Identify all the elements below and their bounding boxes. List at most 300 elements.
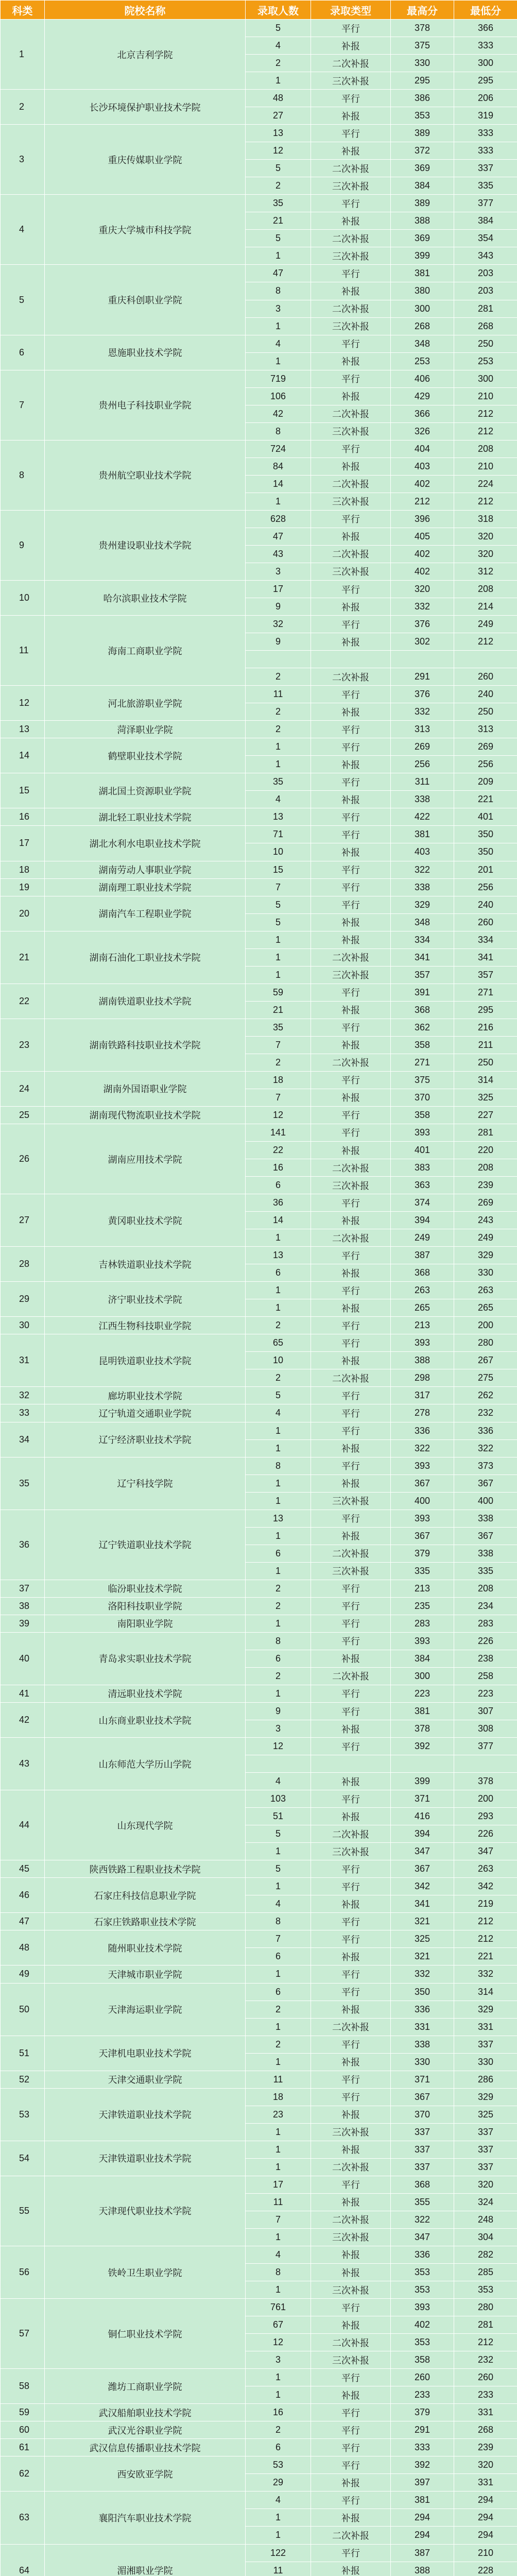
- enrollment-cell: 7: [246, 878, 311, 896]
- max-score-cell: 383: [391, 1159, 454, 1177]
- min-score-cell: 275: [454, 1369, 517, 1387]
- max-score-cell: 271: [391, 1054, 454, 1071]
- table-row: [1, 1106, 517, 1124]
- max-score-cell: 331: [391, 2018, 454, 2036]
- min-score-cell: 335: [454, 1562, 517, 1580]
- enrollment-cell: 1: [246, 352, 311, 370]
- table-row: [1, 686, 517, 703]
- max-score-cell: 369: [391, 160, 454, 177]
- min-score-cell: 208: [454, 1159, 517, 1177]
- max-score-cell: 338: [391, 791, 454, 808]
- table-row: [1, 1247, 517, 1264]
- max-score-cell: 335: [391, 1562, 454, 1580]
- admission-type-cell: 平行: [311, 1632, 391, 1650]
- table-row: [1, 2088, 517, 2106]
- max-score-cell: [391, 651, 454, 668]
- max-score-cell: 321: [391, 1948, 454, 1965]
- table-row: [1, 1510, 517, 1527]
- admission-type-cell: 平行: [311, 2071, 391, 2088]
- min-score-cell: 212: [454, 1913, 517, 1930]
- school-name-cell: 辽宁轨道交通职业学院: [45, 1404, 246, 1422]
- group-number-cell: 61: [1, 2439, 45, 2456]
- max-score-cell: 256: [391, 756, 454, 773]
- min-score-cell: [454, 651, 517, 668]
- enrollment-cell: 1: [246, 1439, 311, 1457]
- enrollment-cell: 12: [246, 1738, 311, 1755]
- min-score-cell: 286: [454, 2071, 517, 2088]
- enrollment-cell: 1: [246, 1492, 311, 1510]
- admission-type-cell: 平行: [311, 2088, 391, 2106]
- admission-type-cell: 平行: [311, 265, 391, 282]
- min-score-cell: 366: [454, 20, 517, 37]
- max-score-cell: 400: [391, 1492, 454, 1510]
- max-score-cell: 341: [391, 1895, 454, 1913]
- max-score-cell: 325: [391, 1930, 454, 1948]
- admission-type-cell: 平行: [311, 1194, 391, 1212]
- header-school: 院校名称: [45, 1, 246, 20]
- table-row: [1, 1738, 517, 1755]
- group-number-cell: 12: [1, 686, 45, 721]
- school-name-cell: 海南工商职业学院: [45, 616, 246, 686]
- school-name-cell: 贵州建设职业技术学院: [45, 510, 246, 580]
- admission-type-cell: 平行: [311, 826, 391, 843]
- max-score-cell: 333: [391, 2439, 454, 2456]
- admission-type-cell: 补报: [311, 791, 391, 808]
- table-row: [1, 1387, 517, 1404]
- max-score-cell: 402: [391, 563, 454, 580]
- enrollment-cell: 1: [246, 1843, 311, 1860]
- admission-type-cell: 平行: [311, 125, 391, 142]
- enrollment-cell: 51: [246, 1808, 311, 1825]
- enrollment-cell: 1: [246, 2509, 311, 2527]
- max-score-cell: 338: [391, 2036, 454, 2053]
- admission-type-cell: 三次补报: [311, 493, 391, 510]
- school-name-cell: 陕西铁路工程职业技术学院: [45, 1860, 246, 1878]
- admission-type-cell: 补报: [311, 352, 391, 370]
- admission-type-cell: [311, 1755, 391, 1773]
- admission-type-cell: 平行: [311, 1597, 391, 1615]
- enrollment-cell: 35: [246, 195, 311, 212]
- enrollment-cell: 1: [246, 1299, 311, 1317]
- school-name-cell: 湖北国土资源职业学院: [45, 773, 246, 808]
- table-row: [1, 195, 517, 212]
- group-number-cell: 29: [1, 1282, 45, 1317]
- max-score-cell: 389: [391, 125, 454, 142]
- max-score-cell: 326: [391, 422, 454, 440]
- admission-type-cell: 三次补报: [311, 1492, 391, 1510]
- enrollment-cell: 11: [246, 2193, 311, 2211]
- school-name-cell: 长沙环境保护职业技术学院: [45, 90, 246, 125]
- admission-type-cell: 二次补报: [311, 1159, 391, 1177]
- min-score-cell: 353: [454, 2281, 517, 2299]
- enrollment-cell: 15: [246, 861, 311, 878]
- max-score-cell: 378: [391, 20, 454, 37]
- enrollment-cell: 1: [246, 317, 311, 335]
- max-score-cell: 393: [391, 2299, 454, 2316]
- max-score-cell: 233: [391, 2386, 454, 2404]
- enrollment-cell: 13: [246, 1247, 311, 1264]
- school-name-cell: 临汾职业技术学院: [45, 1580, 246, 1597]
- min-score-cell: 267: [454, 1352, 517, 1369]
- school-name-cell: 鹤壁职业技术学院: [45, 738, 246, 773]
- group-number-cell: 31: [1, 1334, 45, 1387]
- group-number-cell: 25: [1, 1106, 45, 1124]
- school-name-cell: 济宁职业技术学院: [45, 1282, 246, 1317]
- enrollment-cell: 4: [246, 791, 311, 808]
- max-score-cell: 393: [391, 1510, 454, 1527]
- min-score-cell: 226: [454, 1632, 517, 1650]
- max-score-cell: 321: [391, 1913, 454, 1930]
- max-score-cell: 406: [391, 370, 454, 387]
- school-name-cell: 江西生物科技职业学院: [45, 1317, 246, 1334]
- table-row: [1, 808, 517, 826]
- enrollment-cell: 2: [246, 1580, 311, 1597]
- table-row: [1, 2492, 517, 2509]
- table-row: [1, 440, 517, 457]
- admission-type-cell: 补报: [311, 2053, 391, 2071]
- min-score-cell: 281: [454, 1124, 517, 1141]
- admission-type-cell: 二次补报: [311, 1545, 391, 1562]
- min-score-cell: 253: [454, 352, 517, 370]
- enrollment-cell: 6: [246, 1650, 311, 1667]
- admission-type-cell: 二次补报: [311, 2211, 391, 2228]
- enrollment-cell: 6: [246, 2439, 311, 2456]
- min-score-cell: 335: [454, 177, 517, 195]
- school-name-cell: 贵州航空职业技术学院: [45, 440, 246, 510]
- group-number-cell: 58: [1, 2369, 45, 2404]
- enrollment-cell: 4: [246, 335, 311, 352]
- group-number-cell: 1: [1, 20, 45, 90]
- group-number-cell: 57: [1, 2299, 45, 2369]
- min-score-cell: 210: [454, 387, 517, 405]
- enrollment-cell: 1: [246, 1562, 311, 1580]
- min-score-cell: 312: [454, 563, 517, 580]
- max-score-cell: 422: [391, 808, 454, 826]
- enrollment-cell: 141: [246, 1124, 311, 1141]
- table-row: [1, 2299, 517, 2316]
- max-score-cell: 368: [391, 2176, 454, 2193]
- group-number-cell: 22: [1, 984, 45, 1019]
- table-row: [1, 1317, 517, 1334]
- group-number-cell: 21: [1, 931, 45, 984]
- admission-type-cell: 平行: [311, 2369, 391, 2386]
- enrollment-cell: 1: [246, 1965, 311, 1983]
- min-score-cell: 330: [454, 2053, 517, 2071]
- group-number-cell: 44: [1, 1790, 45, 1860]
- admission-type-cell: 补报: [311, 1001, 391, 1019]
- min-score-cell: 212: [454, 422, 517, 440]
- school-name-cell: 吉林铁道职业技术学院: [45, 1247, 246, 1282]
- min-score-cell: 400: [454, 1492, 517, 1510]
- table-row: [1, 1580, 517, 1597]
- admission-type-cell: 补报: [311, 2193, 391, 2211]
- max-score-cell: [391, 1755, 454, 1773]
- max-score-cell: 342: [391, 1878, 454, 1895]
- max-score-cell: 376: [391, 616, 454, 633]
- max-score-cell: 384: [391, 1650, 454, 1667]
- table-row: [1, 1913, 517, 1930]
- max-score-cell: 302: [391, 633, 454, 651]
- min-score-cell: 263: [454, 1282, 517, 1299]
- admission-type-cell: 补报: [311, 1475, 391, 1492]
- max-score-cell: 387: [391, 2544, 454, 2562]
- admission-type-cell: 平行: [311, 2404, 391, 2421]
- admission-type-cell: 平行: [311, 1983, 391, 2001]
- admission-type-cell: 二次补报: [311, 1369, 391, 1387]
- max-score-cell: 372: [391, 142, 454, 160]
- group-number-cell: 33: [1, 1404, 45, 1422]
- enrollment-cell: 2: [246, 55, 311, 72]
- min-score-cell: 227: [454, 1106, 517, 1124]
- enrollment-cell: 36: [246, 1194, 311, 1212]
- min-score-cell: 338: [454, 1510, 517, 1527]
- enrollment-cell: 1: [246, 2527, 311, 2544]
- group-number-cell: 59: [1, 2404, 45, 2421]
- group-number-cell: 35: [1, 1457, 45, 1510]
- max-score-cell: 374: [391, 1194, 454, 1212]
- min-score-cell: 377: [454, 1738, 517, 1755]
- max-score-cell: 311: [391, 773, 454, 791]
- min-score-cell: 206: [454, 90, 517, 107]
- enrollment-cell: 8: [246, 1632, 311, 1650]
- max-score-cell: 213: [391, 1317, 454, 1334]
- school-name-cell: 湖南理工职业技术学院: [45, 878, 246, 896]
- min-score-cell: 337: [454, 2141, 517, 2158]
- max-score-cell: 396: [391, 510, 454, 528]
- max-score-cell: 329: [391, 896, 454, 913]
- min-score-cell: 209: [454, 773, 517, 791]
- max-score-cell: 371: [391, 2071, 454, 2088]
- admission-type-cell: 补报: [311, 1212, 391, 1229]
- max-score-cell: 295: [391, 72, 454, 90]
- min-score-cell: 281: [454, 300, 517, 317]
- group-number-cell: 28: [1, 1247, 45, 1282]
- admission-type-cell: 三次补报: [311, 247, 391, 265]
- enrollment-cell: 16: [246, 2404, 311, 2421]
- enrollment-cell: 4: [246, 2492, 311, 2509]
- min-score-cell: 208: [454, 581, 517, 598]
- school-name-cell: 湖北水利水电职业技术学院: [45, 826, 246, 861]
- max-score-cell: 393: [391, 1124, 454, 1141]
- max-score-cell: 337: [391, 2123, 454, 2141]
- school-name-cell: 武汉船舶职业技术学院: [45, 2404, 246, 2421]
- max-score-cell: 367: [391, 1527, 454, 1545]
- group-number-cell: 63: [1, 2492, 45, 2544]
- min-score-cell: 300: [454, 370, 517, 387]
- admission-type-cell: 二次补报: [311, 1825, 391, 1843]
- group-number-cell: 36: [1, 1510, 45, 1580]
- max-score-cell: 416: [391, 1808, 454, 1825]
- min-score-cell: 377: [454, 195, 517, 212]
- min-score-cell: 250: [454, 335, 517, 352]
- max-score-cell: 347: [391, 2228, 454, 2246]
- enrollment-cell: 17: [246, 581, 311, 598]
- admission-type-cell: 二次补报: [311, 2527, 391, 2544]
- enrollment-cell: 12: [246, 1106, 311, 1124]
- table-row: [1, 1685, 517, 1702]
- min-score-cell: 239: [454, 2439, 517, 2456]
- min-score-cell: 331: [454, 2018, 517, 2036]
- group-number-cell: 49: [1, 1965, 45, 1983]
- group-number-cell: 54: [1, 2141, 45, 2176]
- enrollment-cell: 67: [246, 2316, 311, 2334]
- admission-type-cell: 平行: [311, 1685, 391, 1702]
- enrollment-cell: 18: [246, 1071, 311, 1089]
- min-score-cell: 318: [454, 510, 517, 528]
- school-name-cell: 辽宁铁道职业技术学院: [45, 1510, 246, 1580]
- table-row: [1, 2141, 517, 2158]
- enrollment-cell: 14: [246, 1212, 311, 1229]
- enrollment-cell: 122: [246, 2544, 311, 2562]
- group-number-cell: 15: [1, 773, 45, 808]
- admission-type-cell: 平行: [311, 1965, 391, 1983]
- min-score-cell: 250: [454, 1054, 517, 1071]
- school-name-cell: 重庆大学城市科技学院: [45, 195, 246, 265]
- school-name-cell: 天津现代职业技术学院: [45, 2176, 246, 2246]
- min-score-cell: 268: [454, 317, 517, 335]
- admission-type-cell: 二次补报: [311, 948, 391, 966]
- enrollment-cell: 48: [246, 90, 311, 107]
- admission-type-cell: 补报: [311, 142, 391, 160]
- min-score-cell: 314: [454, 1071, 517, 1089]
- group-number-cell: 41: [1, 1685, 45, 1702]
- enrollment-cell: 29: [246, 2474, 311, 2492]
- enrollment-cell: 1: [246, 2228, 311, 2246]
- min-score-cell: 347: [454, 1843, 517, 1860]
- min-score-cell: 212: [454, 1930, 517, 1948]
- admission-type-cell: 二次补报: [311, 230, 391, 247]
- min-score-cell: 283: [454, 1615, 517, 1632]
- enrollment-cell: 16: [246, 1159, 311, 1177]
- enrollment-cell: 11: [246, 2071, 311, 2088]
- enrollment-cell: 43: [246, 545, 311, 563]
- admission-type-cell: 平行: [311, 1334, 391, 1352]
- table-row: [1, 1334, 517, 1352]
- admission-type-cell: 平行: [311, 1404, 391, 1422]
- max-score-cell: 322: [391, 1439, 454, 1457]
- min-score-cell: 200: [454, 1790, 517, 1808]
- table-row: [1, 2176, 517, 2193]
- enrollment-cell: 1: [246, 1685, 311, 1702]
- admission-type-cell: 二次补报: [311, 55, 391, 72]
- admission-type-cell: 二次补报: [311, 1667, 391, 1685]
- enrollment-cell: 11: [246, 686, 311, 703]
- enrollment-cell: 2: [246, 721, 311, 738]
- table-row: [1, 2369, 517, 2386]
- max-score-cell: 370: [391, 1089, 454, 1106]
- min-score-cell: 281: [454, 2316, 517, 2334]
- min-score-cell: 280: [454, 1334, 517, 1352]
- min-score-cell: 308: [454, 1720, 517, 1738]
- min-score-cell: 232: [454, 2351, 517, 2369]
- max-score-cell: 330: [391, 55, 454, 72]
- table-row: [1, 1930, 517, 1948]
- enrollment-cell: 1: [246, 738, 311, 756]
- min-score-cell: 295: [454, 72, 517, 90]
- min-score-cell: 338: [454, 1545, 517, 1562]
- enrollment-cell: 7: [246, 1089, 311, 1106]
- group-number-cell: 20: [1, 896, 45, 931]
- admission-type-cell: 平行: [311, 2421, 391, 2439]
- table-row: [1, 1071, 517, 1089]
- min-score-cell: 337: [454, 2123, 517, 2141]
- max-score-cell: 367: [391, 1475, 454, 1492]
- enrollment-cell: 8: [246, 282, 311, 300]
- max-score-cell: 336: [391, 1422, 454, 1439]
- table-row: [1, 510, 517, 528]
- max-score-cell: 362: [391, 1019, 454, 1036]
- table-row: [1, 1703, 517, 1720]
- table-row: [1, 826, 517, 843]
- enrollment-cell: 84: [246, 457, 311, 475]
- min-score-cell: 341: [454, 948, 517, 966]
- enrollment-cell: 1: [246, 493, 311, 510]
- school-name-cell: 武汉信息传播职业技术学院: [45, 2439, 246, 2456]
- header-min-score: 最低分: [454, 1, 517, 20]
- enrollment-cell: 6: [246, 1948, 311, 1965]
- group-number-cell: 42: [1, 1703, 45, 1738]
- admission-type-cell: 平行: [311, 2544, 391, 2562]
- max-score-cell: 337: [391, 2141, 454, 2158]
- enrollment-cell: 724: [246, 440, 311, 457]
- table-row: [1, 581, 517, 598]
- admission-type-cell: 三次补报: [311, 1562, 391, 1580]
- enrollment-cell: 103: [246, 1790, 311, 1808]
- min-score-cell: 203: [454, 282, 517, 300]
- enrollment-cell: 1: [246, 2018, 311, 2036]
- enrollment-cell: 4: [246, 1773, 311, 1790]
- enrollment-cell: 8: [246, 2264, 311, 2281]
- enrollment-cell: 9: [246, 598, 311, 616]
- min-score-cell: 262: [454, 1387, 517, 1404]
- min-score-cell: 219: [454, 1895, 517, 1913]
- min-score-cell: 294: [454, 2509, 517, 2527]
- school-name-cell: 湖南现代物流职业技术学院: [45, 1106, 246, 1124]
- school-name-cell: 昆明铁道职业技术学院: [45, 1334, 246, 1387]
- max-score-cell: 357: [391, 966, 454, 984]
- admission-type-cell: 补报: [311, 2264, 391, 2281]
- min-score-cell: 367: [454, 1475, 517, 1492]
- school-name-cell: 湄湘职业学院: [45, 2544, 246, 2576]
- max-score-cell: 355: [391, 2193, 454, 2211]
- max-score-cell: 375: [391, 37, 454, 55]
- enrollment-cell: 2: [246, 668, 311, 686]
- max-score-cell: 269: [391, 738, 454, 756]
- max-score-cell: 399: [391, 247, 454, 265]
- enrollment-cell: 12: [246, 2334, 311, 2351]
- max-score-cell: 380: [391, 282, 454, 300]
- school-name-cell: 辽宁经济职业技术学院: [45, 1422, 246, 1457]
- school-name-cell: 清远职业技术学院: [45, 1685, 246, 1702]
- school-name-cell: 重庆科创职业学院: [45, 265, 246, 335]
- enrollment-cell: 3: [246, 563, 311, 580]
- max-score-cell: 389: [391, 195, 454, 212]
- enrollment-cell: 9: [246, 1703, 311, 1720]
- admission-type-cell: 平行: [311, 195, 391, 212]
- school-name-cell: 铁岭卫生职业学院: [45, 2246, 246, 2298]
- admission-type-cell: 补报: [311, 2001, 391, 2018]
- table-row: [1, 984, 517, 1001]
- min-score-cell: 333: [454, 37, 517, 55]
- admission-type-cell: 平行: [311, 2176, 391, 2193]
- min-score-cell: 256: [454, 878, 517, 896]
- header-row: [1, 1, 517, 20]
- table-row: [1, 1878, 517, 1895]
- admission-type-cell: 平行: [311, 1615, 391, 1632]
- header-admission-type: 录取类型: [311, 1, 391, 20]
- group-number-cell: 60: [1, 2421, 45, 2439]
- min-score-cell: 260: [454, 668, 517, 686]
